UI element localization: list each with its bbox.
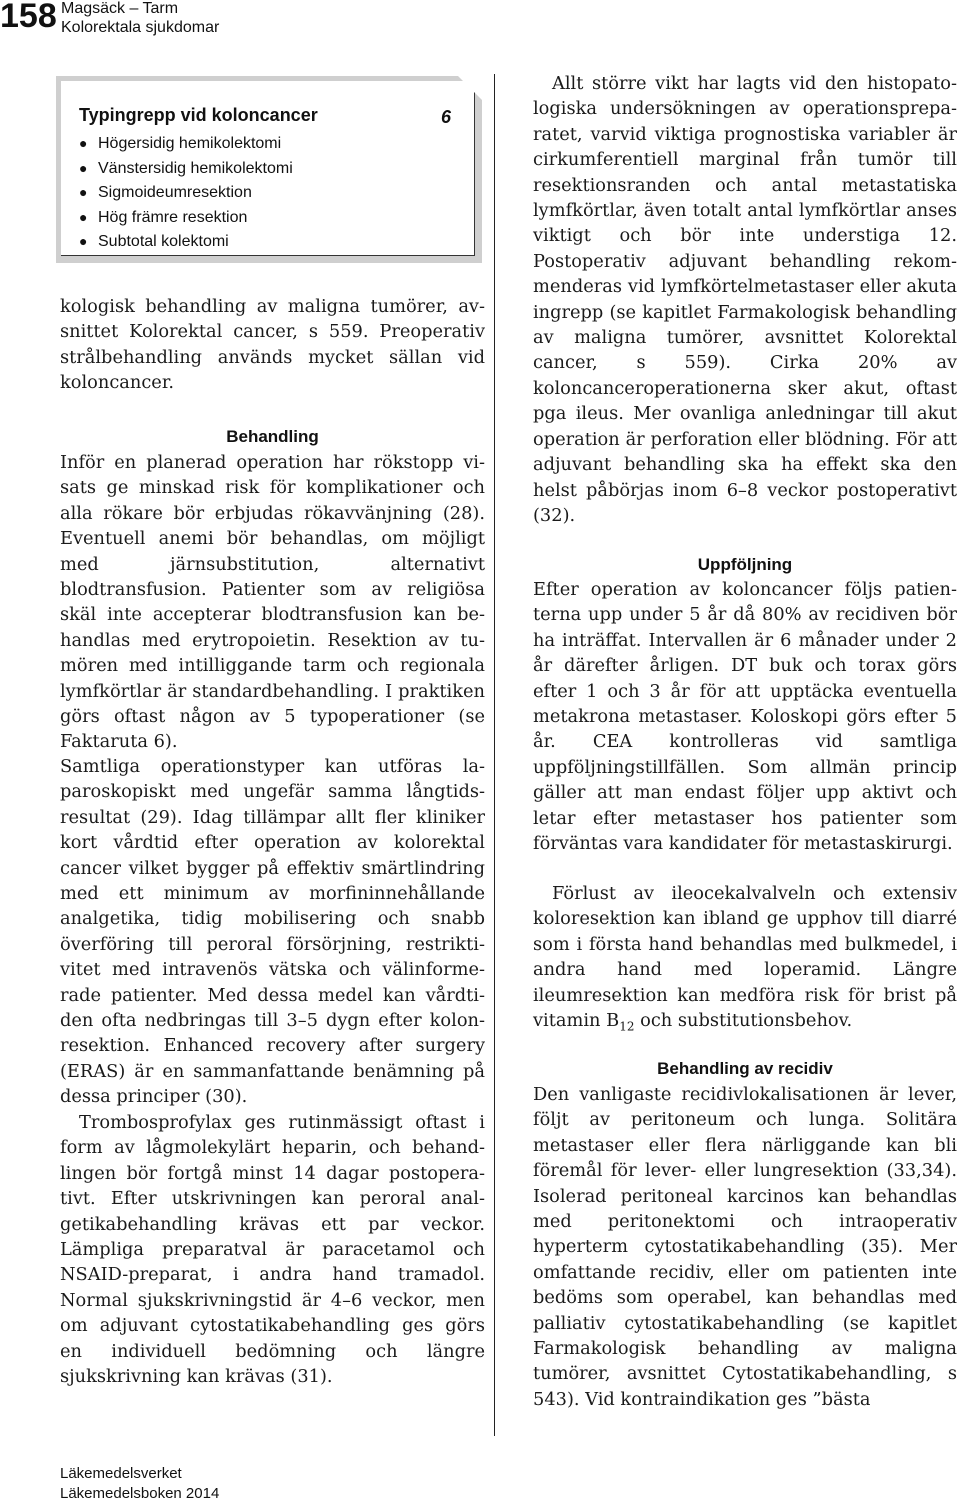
bullet-icon: ● — [79, 184, 88, 200]
fact-box-corner-fold — [458, 76, 482, 100]
heading-behandling: Behandling — [226, 427, 319, 446]
column-divider — [494, 74, 495, 1436]
paragraph: kologisk behandling av maligna tumörer, avsnittet Kolorektal cancer, s 559. Preoperativ strålbehandling används mycket sällan vid koloncancer. — [60, 296, 485, 394]
fact-box — [56, 76, 482, 263]
bullet-icon: ● — [79, 135, 88, 151]
bullet-icon: ● — [79, 233, 88, 249]
bullet-icon: ● — [79, 159, 88, 176]
paragraph: Efter operation av koloncancer följs patienterna upp under 5 år då 80% av recidiven bör ha inträffat. Intervallen är 6 månader under 2 år därefter årligen. DT buk och torax görs efter 1 och 3 år för att upptäcka eventuella metakrona metastaser. Koloskopi görs efter 5 år. CEA kontrolleras vid samtliga uppföljningstillfällen. Som allmän princip gäller att man endast följer upp aktivt och letar efter metastaser hos patienter som förväntas vara kandidater för metastaskirurgi. — [533, 579, 957, 855]
list-item: ● Hög främre resektion — [79, 205, 293, 230]
heading-uppfoljning: Uppföljning — [697, 555, 793, 574]
fact-box-title: Typingrepp vid koloncancer — [79, 105, 318, 125]
list-item: ● Vänstersidig hemikolektomi — [79, 156, 293, 181]
footer-publication: Läkemedelsboken 2014 — [60, 1485, 220, 1502]
paragraph: Trombosprofylax ges rutinmässigt oftast i form av lågmolekylärt heparin, och behandlingen bör fortgå minst 14 dagar postoperativt. Efter utskrivningen kan peroral analgetikabehandling krävas ett par veckor. Lämpliga preparatval är paracetamol och NSAID-preparat, i andra hand tramadol. Normal sjukskrivningstid är 4–6 veckor, men om adjuvant cytostatikabehandling ges görs en individuell bedömning och längre sjukskrivning kan krävas (31). — [60, 1112, 485, 1388]
paragraph: Allt större vikt har lagts vid den histopatologiska undersökningen av operationspreparatet, varvid viktiga prognostiska variabler är cirkumferentiell marginal från tumör till resektionsranden och antal metastatiska lymfkörtlar, även totalt antal lymfkörtlar anses viktigt och bör inte understiga 12. Postoperativ adjuvant behandling rekommenderas vid lymfkörtelmetastaser eller akuta ingrepp (se kapitlet Farmakologisk behandling av maligna tumörer, avsnittet Kolorektal cancer, s 559). Cirka 20% av koloncanceroperationerna sker akut, oftast pga ileus. Mer ovanliga anledningar till akut operation är perforation eller blödning. För att adjuvant behandling ska ha effekt ska den helst påbörjas inom 6–8 veckor postoperativt (32). — [533, 73, 957, 526]
list-item: ● Sigmoideumresektion — [79, 180, 293, 205]
fact-box-number: 6 — [440, 107, 451, 127]
page-number: 158 — [0, 0, 57, 35]
section-title: Kolorektala sjukdomar — [61, 19, 220, 36]
paragraph: Samtliga operationstyper kan utföras laparoskopiskt med ungefär samma långtidsresultat (29). Idag tillämpar allt fler kliniker kort vårdtid efter operation av kolorektal cancer vilket bygger på effektiv smärtlindring med ett minimum av morfininnehållande analgetika, tidig mobilisering och snabb överföring till peroral försörjning, restriktivitet med intravenös vätska och välinformerade patienter. Med dessa medel kan vårdtiden ofta nedbringas till 3–5 dygn efter kolonresektion. Enhanced recovery after surgery (ERAS) är en sammanfattande benämning på dessa principer (30). — [60, 756, 485, 1108]
bullet-icon: ● — [79, 208, 88, 225]
paragraph: Inför en planerad operation har rökstopp visats ge minskad risk för komplikationer och alla rökare bör erbjudas rökavvänjning (28). Eventuell anemi bör behandlas, om möjligt med järnsubstitution, alternativt blodtransfusion. Patienter som av religiösa skäl inte accepterar blodtransfusion kan behandlas med erytropoietin. Resektion av tumören med intilliggande tarm och regionala lymfkörtlar är standardbehandling. I praktiken görs oftast någon av 5 typoperationer (se Faktaruta 6). — [60, 452, 485, 753]
paragraph: Förlust av ileocekalvalveln och extensiv koloresektion kan ibland ge upphov till diarré som i första hand behandlas med bulkmedel, i andra hand med loperamid. Längre ileumresektion kan medföra risk för brist på vitamin $B_{12}$ och substitutionsbehov. — [533, 883, 957, 1034]
footer-publisher: Läkemedelsverket — [60, 1465, 182, 1482]
chapter-title: Magsäck – Tarm — [61, 0, 179, 17]
fact-box-list — [79, 131, 293, 254]
heading-recidiv: Behandling av recidiv — [657, 1059, 833, 1078]
list-item: ● Högersidig hemikolektomi — [79, 131, 293, 156]
paragraph: Den vanligaste recidivlokalisationen är lever, följt av peritoneum och lunga. Solitära metastaser eller flera närliggande kan bli föremål för lever- eller lungresektion (33,34). Isolerad peritoneal karcinos kan behandlas med peritonektomi och intraoperativ hyperterm cytostatikabehandling (35). Mer omfattande recidiv, eller om patienten inte bedöms som operabel, kan behandlas med palliativ cytostatikabehandling (se kapitlet Farmakologisk behandling av maligna tumörer, avsnittet Cytostatikabehandling, s 543). Vid kontraindikation ges ”bästa — [533, 1084, 957, 1410]
list-item: ● Subtotal kolektomi — [79, 229, 293, 254]
